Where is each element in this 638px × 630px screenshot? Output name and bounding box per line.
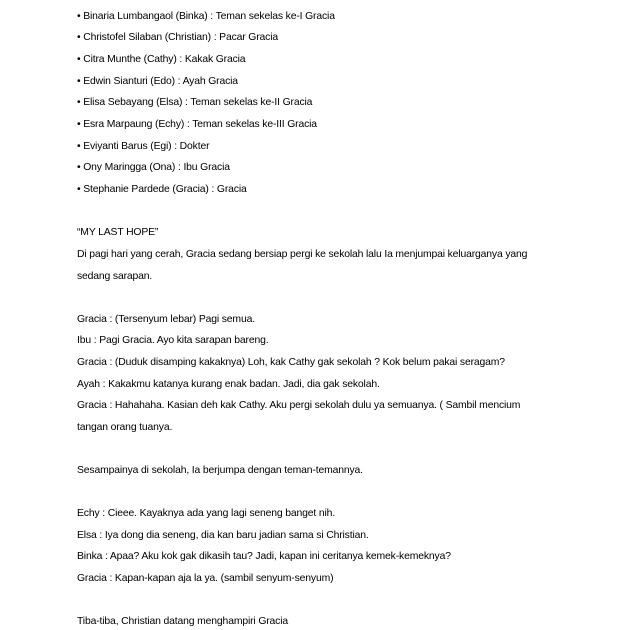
cast-item: • Esra Marpaung (Echy) : Teman sekelas ke-III Gracia — [77, 119, 317, 130]
dialogue-line: Binka : Apaa? Aku kok gak dikasih tau? Jadi, kapan ini ceritanya kemek-kemeknya? — [77, 551, 451, 562]
dialogue-line: Ayah : Kakakmu katanya kurang enak badan. Jadi, dia gak sekolah. — [77, 379, 380, 390]
cast-item: • Binaria Lumbangaol (Binka) : Teman sekelas ke-I Gracia — [77, 11, 335, 22]
dialogue-line: tangan orang tuanya. — [77, 422, 173, 433]
cast-item: • Edwin Sianturi (Edo) : Ayah Gracia — [77, 76, 238, 87]
cast-item: • Christofel Silaban (Christian) : Pacar Gracia — [77, 32, 279, 43]
story-title: “MY LAST HOPE” — [77, 227, 159, 238]
dialogue-line: Ibu : Pagi Gracia. Ayo kita sarapan bareng. — [77, 335, 269, 346]
paragraph-line: sedang sarapan. — [77, 271, 153, 282]
narration-line: Tiba-tiba, Christian datang menghampiri Gracia — [77, 616, 289, 627]
cast-item: • Ony Maringga (Ona) : Ibu Gracia — [77, 162, 230, 173]
paragraph-line: Di pagi hari yang cerah, Gracia sedang bersiap pergi ke sekolah lalu Ia menjumpai keluarganya yang — [77, 249, 528, 260]
cast-item: • Eviyanti Barus (Egi) : Dokter — [77, 141, 210, 152]
dialogue-line: Echy : Cieee. Kayaknya ada yang lagi seneng banget nih. — [77, 508, 336, 519]
dialogue-line: Gracia : (Duduk disamping kakaknya) Loh, kak Cathy gak sekolah ? Kok belum pakai seragam? — [77, 357, 505, 368]
dialogue-line: Gracia : Hahahaha. Kasian deh kak Cathy. Aku pergi sekolah dulu ya semuanya. ( Sambil mencium — [77, 400, 521, 411]
cast-item: • Elisa Sebayang (Elsa) : Teman sekelas ke-II Gracia — [77, 97, 313, 108]
dialogue-line: Gracia : (Tersenyum lebar) Pagi semua. — [77, 314, 255, 325]
dialogue-line: Gracia : Kapan-kapan aja la ya. (sambil senyum-senyum) — [77, 573, 334, 584]
cast-item: • Citra Munthe (Cathy) : Kakak Gracia — [77, 54, 246, 65]
dialogue-line: Elsa : Iya dong dia seneng, dia kan baru jadian sama si Christian. — [77, 530, 369, 541]
cast-item: • Stephanie Pardede (Gracia) : Gracia — [77, 184, 247, 195]
narration-line: Sesampainya di sekolah, Ia berjumpa dengan teman-temannya. — [77, 465, 363, 476]
